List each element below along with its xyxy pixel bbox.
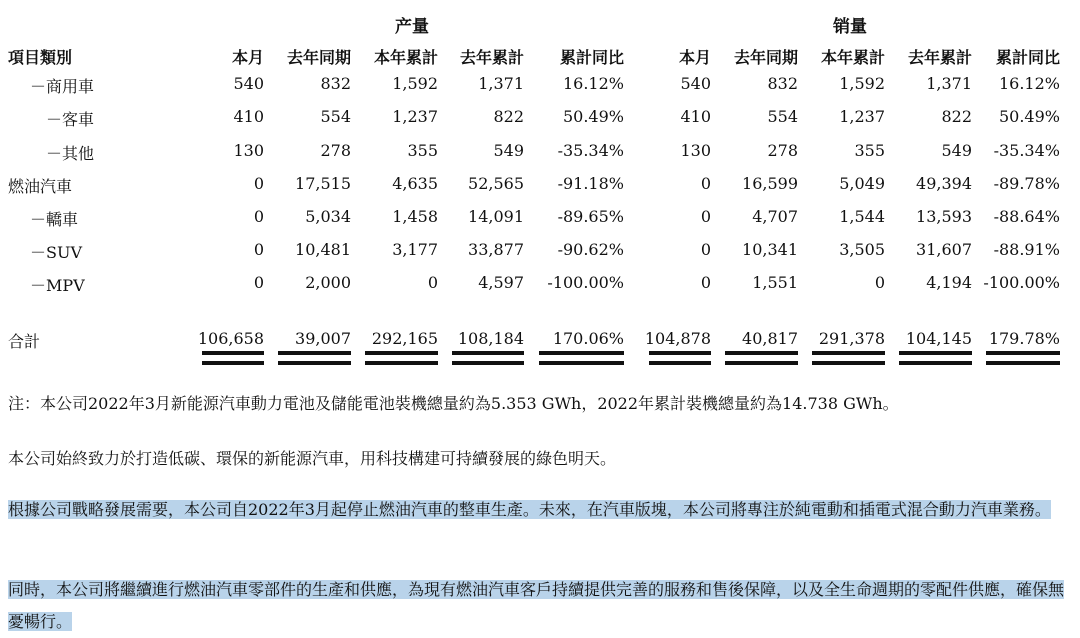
table-cell: 16,599 xyxy=(742,174,798,193)
total-cell: 108,184 xyxy=(457,329,524,348)
table-cell: 13,593 xyxy=(916,207,972,226)
parts-supply-paragraph xyxy=(8,574,1068,638)
row-label: －MPV xyxy=(30,276,85,295)
table-cell: 0 xyxy=(253,273,264,292)
table-cell: 822 xyxy=(493,107,524,126)
table-cell: 355 xyxy=(854,141,885,160)
table-cell: -100.00% xyxy=(983,273,1060,292)
table-cell: 10,341 xyxy=(742,240,798,259)
column-header: 去年累計 xyxy=(907,48,972,67)
table-cell: 4,707 xyxy=(752,207,798,226)
table-cell: 14,091 xyxy=(468,207,524,226)
double-underline xyxy=(452,351,524,365)
table-cell: 50.49% xyxy=(998,107,1060,126)
table-cell: 17,515 xyxy=(295,174,351,193)
table-cell: 0 xyxy=(874,273,885,292)
table-cell: -35.34% xyxy=(557,141,624,160)
table-cell: 410 xyxy=(680,107,711,126)
table-cell: 4,194 xyxy=(926,273,972,292)
total-cell: 106,658 xyxy=(197,329,264,348)
table-cell: 1,237 xyxy=(392,107,438,126)
table-cell: 1,592 xyxy=(392,74,438,93)
table-cell: 278 xyxy=(767,141,798,160)
total-cell: 291,378 xyxy=(818,329,885,348)
total-cell: 179.78% xyxy=(988,329,1060,348)
table-cell: 554 xyxy=(320,107,351,126)
double-underline xyxy=(986,351,1060,365)
table-cell: 0 xyxy=(700,174,711,193)
table-cell: 52,565 xyxy=(468,174,524,193)
table-cell: 822 xyxy=(941,107,972,126)
table-cell: 0 xyxy=(253,240,264,259)
double-underline xyxy=(202,351,264,365)
double-underline xyxy=(649,351,711,365)
table-cell: 33,877 xyxy=(468,240,524,259)
row-label: －商用車 xyxy=(30,77,95,96)
table-cell: 1,371 xyxy=(926,74,972,93)
production-group-header: 产量 xyxy=(395,17,429,37)
table-cell: 1,544 xyxy=(839,207,885,226)
strategy-paragraph xyxy=(8,494,1068,526)
table-cell: -35.34% xyxy=(993,141,1060,160)
table-cell: 16.12% xyxy=(562,74,624,93)
table-cell: 130 xyxy=(233,141,264,160)
table-cell: 0 xyxy=(700,240,711,259)
table-cell: 549 xyxy=(941,141,972,160)
double-underline xyxy=(725,351,798,365)
table-cell: 3,505 xyxy=(839,240,885,259)
table-cell: 1,551 xyxy=(752,273,798,292)
column-header: 去年同期 xyxy=(286,48,351,67)
column-header: 去年同期 xyxy=(733,48,798,67)
total-cell: 170.06% xyxy=(552,329,624,348)
row-label: －SUV xyxy=(30,243,83,262)
double-underline xyxy=(899,351,972,365)
table-cell: 1,237 xyxy=(839,107,885,126)
row-label: 燃油汽車 xyxy=(8,177,73,196)
table-cell: 540 xyxy=(680,74,711,93)
table-cell: 0 xyxy=(700,273,711,292)
table-cell: -88.64% xyxy=(993,207,1060,226)
row-label: －其他 xyxy=(46,144,95,163)
table-cell: 5,049 xyxy=(839,174,885,193)
total-cell: 104,145 xyxy=(905,329,972,348)
table-cell: 0 xyxy=(253,174,264,193)
table-cell: 832 xyxy=(320,74,351,93)
table-cell: 355 xyxy=(407,141,438,160)
note-paragraph: 注：本公司2022年3月新能源汽車動力電池及儲能電池裝機總量約為5.353 GWh，2022年累計裝機總量約為14.738 GWh。 xyxy=(8,394,899,413)
table-cell: 130 xyxy=(680,141,711,160)
table-cell: 49,394 xyxy=(916,174,972,193)
table-cell: 832 xyxy=(767,74,798,93)
table-cell: 4,635 xyxy=(392,174,438,193)
commitment-paragraph: 本公司始終致力於打造低碳、環保的新能源汽車，用科技構建可持續發展的綠色明天。 xyxy=(8,449,617,468)
column-header: 本年累計 xyxy=(373,48,438,67)
table-cell: -89.78% xyxy=(993,174,1060,193)
total-cell: 39,007 xyxy=(295,329,351,348)
column-header: 去年累計 xyxy=(459,48,524,67)
strategy-text: 根據公司戰略發展需要，本公司自2022年3月起停止燃油汽車的整車生產。未來，在汽車版塊，本公司將專注於純電動和插電式混合動力汽車業務。 xyxy=(8,500,1051,519)
table-cell: 50.49% xyxy=(562,107,624,126)
table-cell: 10,481 xyxy=(295,240,351,259)
total-cell: 104,878 xyxy=(644,329,711,348)
table-cell: 1,371 xyxy=(478,74,524,93)
column-header: 本月 xyxy=(678,48,711,67)
column-header: 本年累計 xyxy=(820,48,885,67)
row-label: －轎車 xyxy=(30,210,79,229)
table-cell: 5,034 xyxy=(305,207,351,226)
table-cell: 540 xyxy=(233,74,264,93)
table-cell: 554 xyxy=(767,107,798,126)
column-header: 累計同比 xyxy=(559,48,624,67)
double-underline xyxy=(278,351,351,365)
table-cell: 278 xyxy=(320,141,351,160)
table-cell: -89.65% xyxy=(557,207,624,226)
table-cell: -88.91% xyxy=(993,240,1060,259)
table-cell: 31,607 xyxy=(916,240,972,259)
table-cell: 4,597 xyxy=(478,273,524,292)
column-header: 累計同比 xyxy=(995,48,1060,67)
total-cell: 40,817 xyxy=(742,329,798,348)
table-cell: -91.18% xyxy=(557,174,624,193)
column-header: 本月 xyxy=(231,48,264,67)
table-cell: 0 xyxy=(427,273,438,292)
table-cell: 549 xyxy=(493,141,524,160)
table-cell: 0 xyxy=(253,207,264,226)
table-cell: 1,458 xyxy=(392,207,438,226)
table-cell: 2,000 xyxy=(305,273,351,292)
table-cell: 0 xyxy=(700,207,711,226)
sales-group-header: 销量 xyxy=(833,17,867,37)
table-cell: 410 xyxy=(233,107,264,126)
parts-supply-text: 同時，本公司將繼續進行燃油汽車零部件的生產和供應，為現有燃油汽車客戶持續提供完善的服務和售後保障，以及全生命週期的零配件供應，確保無憂暢行。 xyxy=(8,580,1065,631)
table-cell: -100.00% xyxy=(547,273,624,292)
double-underline xyxy=(812,351,885,365)
table-cell: 1,592 xyxy=(839,74,885,93)
total-cell: 292,165 xyxy=(371,329,438,348)
table-cell: 16.12% xyxy=(998,74,1060,93)
table-cell: -90.62% xyxy=(557,240,624,259)
category-header: 項目類別 xyxy=(8,48,73,67)
double-underline xyxy=(539,351,624,365)
table-cell: 3,177 xyxy=(392,240,438,259)
total-label: 合計 xyxy=(8,332,41,351)
double-underline xyxy=(365,351,438,365)
row-label: －客車 xyxy=(46,110,95,129)
